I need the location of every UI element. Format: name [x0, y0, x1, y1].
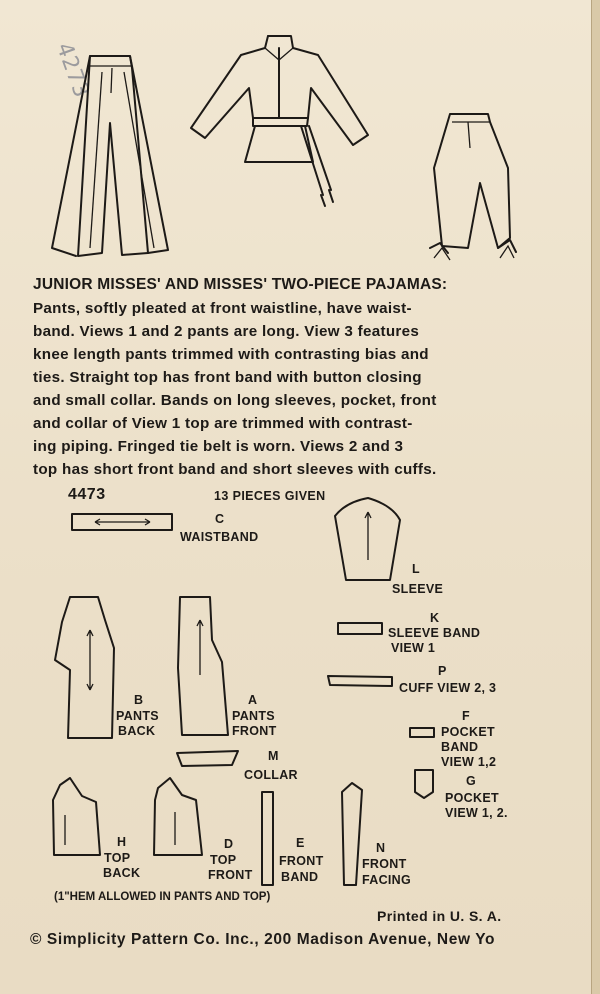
piece-g-name: POCKET	[445, 791, 499, 805]
printed-note: Printed in U. S. A.	[377, 908, 502, 924]
piece-waistband-shape	[72, 514, 172, 530]
description-line: and small collar. Bands on long sleeves, pocket, front	[33, 392, 437, 409]
piece-collar-shape	[177, 751, 238, 766]
piece-pants-front-shape	[178, 597, 228, 735]
piece-n-letter: N	[376, 841, 386, 855]
piece-b-name: PANTS	[116, 709, 159, 723]
piece-b-letter: B	[134, 693, 144, 707]
piece-h-name: TOP	[104, 851, 131, 865]
piece-d-letter: D	[224, 837, 234, 851]
piece-top-back-shape	[53, 778, 100, 855]
piece-a-name2: FRONT	[232, 724, 277, 738]
piece-f-name: POCKET	[441, 725, 495, 739]
stamp-number: 4273	[51, 39, 94, 102]
piece-p-letter: P	[438, 664, 447, 678]
piece-d-name: TOP	[210, 853, 237, 867]
piece-p-name: CUFF VIEW 2, 3	[399, 681, 497, 695]
piece-pocket-shape	[415, 770, 433, 798]
description-line: band. Views 1 and 2 pants are long. View 3 features	[33, 323, 420, 340]
piece-e-letter: E	[296, 836, 305, 850]
piece-front-facing-shape	[342, 783, 362, 885]
piece-c-name: WAISTBAND	[180, 530, 259, 544]
piece-k-name: SLEEVE BAND	[388, 626, 481, 640]
piece-g-letter: G	[466, 774, 477, 788]
piece-m-name: COLLAR	[244, 768, 298, 782]
piece-top-front-shape	[154, 778, 202, 855]
piece-f-view: VIEW 1,2	[441, 755, 497, 769]
piece-sleeve-band-shape	[338, 623, 382, 634]
piece-d-name2: FRONT	[208, 868, 253, 882]
piece-cuff-shape	[328, 676, 392, 686]
piece-l-name: SLEEVE	[392, 582, 444, 596]
description-line: Pants, softly pleated at front waistline, have waist-	[33, 300, 412, 317]
piece-n-name: FRONT	[362, 857, 407, 871]
piece-k-letter: K	[430, 611, 440, 625]
piece-b-name2: BACK	[118, 724, 156, 738]
piece-pocket-band-shape	[410, 728, 434, 737]
pattern-title: JUNIOR MISSES' AND MISSES' TWO-PIECE PAJAMAS:	[33, 276, 448, 293]
piece-l-letter: L	[412, 562, 420, 576]
copyright-line: © Simplicity Pattern Co. Inc., 200 Madison Avenue, New Yo	[30, 931, 496, 948]
piece-h-name2: BACK	[103, 866, 141, 880]
description-line: ing piping. Fringed tie belt is worn. Views 2 and 3	[33, 438, 404, 455]
piece-pants-back-shape	[55, 597, 114, 738]
piece-k-view: VIEW 1	[391, 641, 436, 655]
description-line: and collar of View 1 top are trimmed with contrast-	[33, 415, 413, 432]
piece-a-letter: A	[248, 693, 258, 707]
piece-e-name2: BAND	[281, 870, 319, 884]
piece-f-name2: BAND	[441, 740, 479, 754]
piece-c-letter: C	[215, 512, 225, 526]
piece-n-name2: FACING	[362, 873, 412, 887]
piece-h-letter: H	[117, 835, 127, 849]
piece-m-letter: M	[268, 749, 279, 763]
hem-note: (1"HEM ALLOWED IN PANTS AND TOP)	[54, 891, 271, 903]
piece-e-name: FRONT	[279, 854, 324, 868]
description-line: knee length pants trimmed with contrasting bias and	[33, 346, 429, 363]
piece-f-letter: F	[462, 709, 470, 723]
pattern-number: 4473	[68, 486, 106, 503]
description-line: ties. Straight top has front band with button closing	[33, 369, 422, 386]
piece-a-name: PANTS	[232, 709, 275, 723]
piece-g-view: VIEW 1, 2.	[445, 806, 508, 820]
piece-sleeve-shape	[335, 498, 400, 580]
piece-front-band-shape	[262, 792, 273, 885]
pieces-given: 13 PIECES GIVEN	[214, 489, 326, 503]
description-line: top has short front band and short sleeves with cuffs.	[33, 461, 437, 478]
